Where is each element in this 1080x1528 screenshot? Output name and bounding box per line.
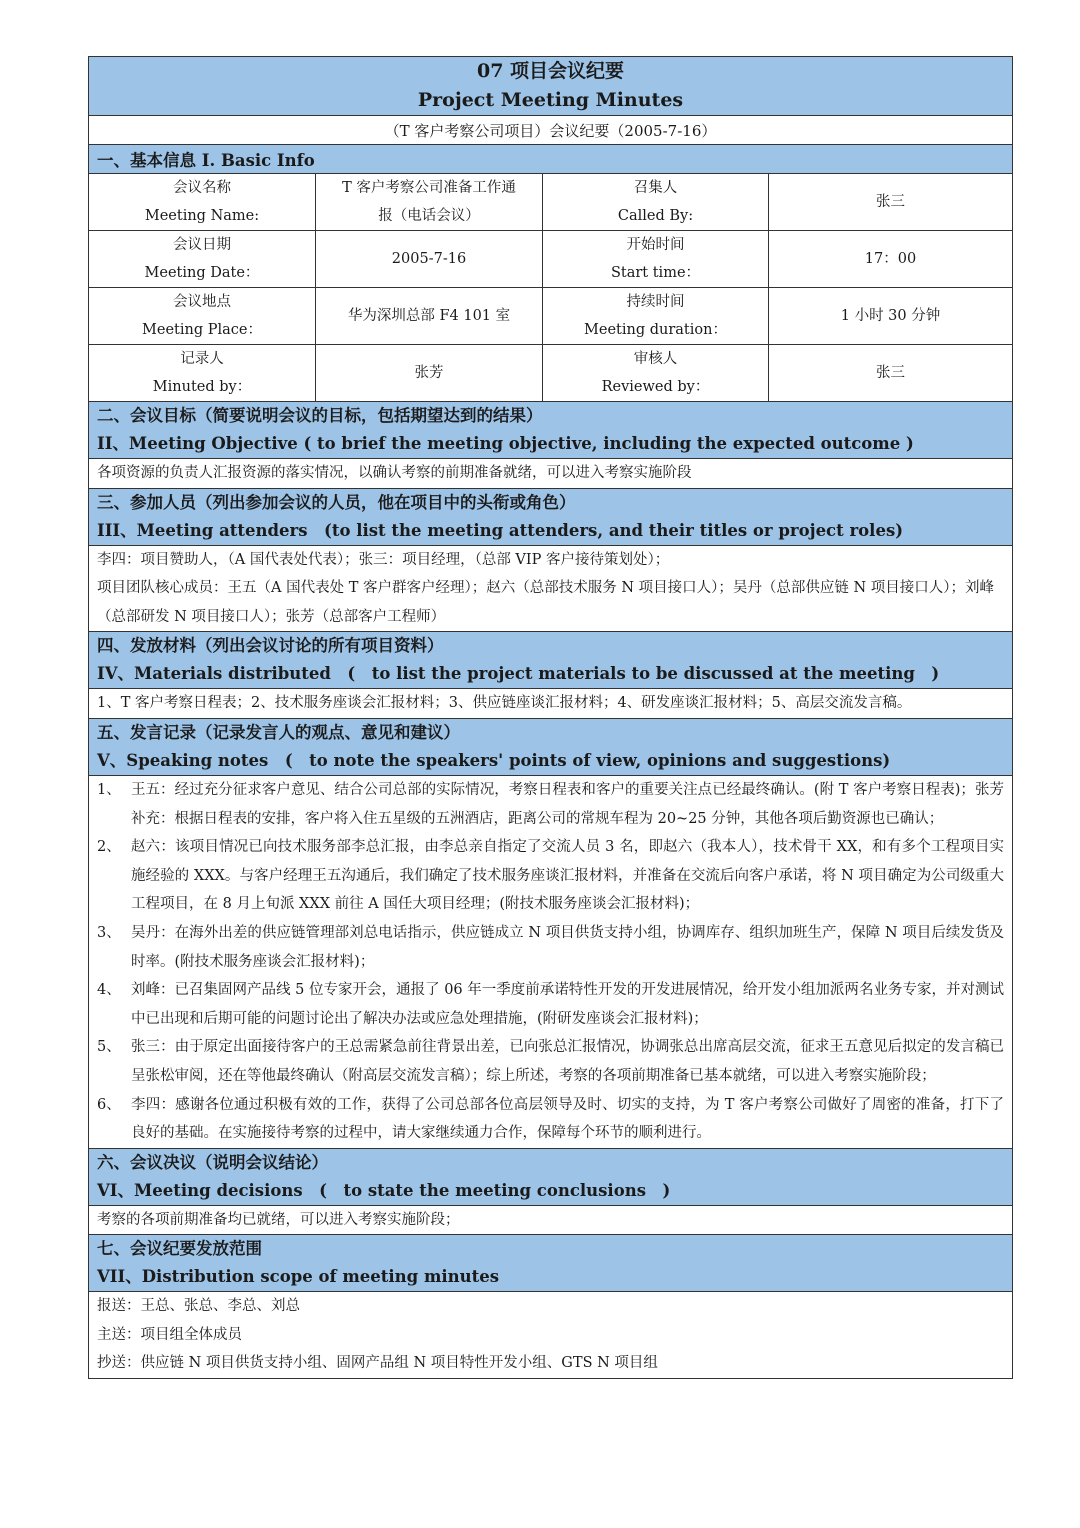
info-row-meeting-date <box>89 231 1013 288</box>
section-heading-zh: 二、会议目标（简要说明会议的目标，包括期望达到的结果） <box>97 406 543 425</box>
info-label: 会议地点 Meeting Place： <box>89 288 316 345</box>
section-heading-zh: 五、发言记录（记录发言人的观点、意见和建议） <box>97 722 460 742</box>
section-1-header: 一、基本信息 I. Basic Info <box>89 145 1013 174</box>
info-label: 记录人 Minuted by： <box>89 345 316 402</box>
called-by-value: 张三 <box>769 174 1013 231</box>
info-label: 开始时间 Start time： <box>543 231 769 288</box>
meeting-place-value: 华为深圳总部 F4 101 室 <box>316 288 543 345</box>
objective-text: 各项资源的负责人汇报资源的落实情况，以确认考察的前期准备就绪，可以进入考察实施阶段 <box>89 459 1013 489</box>
info-label: 会议日期 Meeting Date： <box>89 231 316 288</box>
section-3-header <box>89 488 1013 545</box>
reviewed-by-value: 张三 <box>769 345 1013 402</box>
section-heading-en: II、Meeting Objective ( to brief the meeting objective, including the expected outcome ) <box>97 434 914 453</box>
section-heading-en: III、Meeting attenders (to list the meeting attenders, and their titles or project roles) <box>97 520 904 540</box>
note-item: 3、 吴丹：在海外出差的供应链管理部刘总电话指示，供应链成立 N 项目供货支持小组，协调库存、组织加班生产，保障 N 项目后续发货及时率。(附技术服务座谈会汇报材料)； <box>97 924 1004 970</box>
section-heading-zh: 六、会议决议（说明会议结论） <box>97 1152 328 1172</box>
document-title <box>89 57 1013 116</box>
title-chinese: 07 项目会议纪要 <box>476 60 625 82</box>
section-heading-en: V、Speaking notes ( to note the speakers' points of view, opinions and suggestions) <box>97 750 891 770</box>
section-7-header <box>89 1235 1013 1292</box>
section-heading-en: VII、Distribution scope of meeting minutes <box>97 1267 500 1287</box>
minutes-table <box>88 56 1013 1379</box>
distribution-line: 抄送：供应链 N 项目供货支持小组、固网产品组 N 项目特性开发小组、GTS N 项目组 <box>97 1355 658 1372</box>
meeting-minutes-document <box>88 56 1012 1379</box>
duration-value: 1 小时 30 分钟 <box>769 288 1013 345</box>
section-2-header <box>89 402 1013 459</box>
meeting-name-value: T 客户考察公司准备工作通 报（电话会议） <box>316 174 543 231</box>
distribution-line: 主送：项目组全体成员 <box>97 1326 242 1343</box>
start-time-value: 17：00 <box>769 231 1013 288</box>
note-item: 5、 张三：由于原定出面接待客户的王总需紧急前往背景出差，已向张总汇报情况，协调张总出席高层交流，征求王五意见后拟定的发言稿已呈张松审阅，还在等他最终确认（附高层交流发言稿）；综上所述，考察的各项前期准备已基本就绪，可以进入考察实施阶段； <box>97 1039 1004 1084</box>
minuted-by-value: 张芳 <box>316 345 543 402</box>
materials-text: 1、T 客户考察日程表；2、技术服务座谈会汇报材料；3、供应链座谈汇报材料；4、研发座谈汇报材料；5、高层交流发言稿。 <box>89 689 1013 719</box>
attenders-line: 项目团队核心成员：王五（A 国代表处 T 客户群客户经理）；赵六（总部技术服务 N 项目接口人）；吴丹（总部供应链 N 项目接口人）；刘峰（总部研发 N 项目接口人）；张芳（总部客户工程师） <box>97 580 995 625</box>
info-label: 审核人 Reviewed by： <box>543 345 769 402</box>
note-item: 2、 赵六：该项目情况已向技术服务部李总汇报，由李总亲自指定了交流人员 3 名，即赵六（我本人），技术骨干 XX，和有多个工程项目实施经验的 XXX。与客户经理王五沟通后，我们确定了技术服务座谈汇报材料，并准备在交流后向客户承诺，将 N 项目确定为公司级重大工程项目，在 8 月上旬派 XXX 前往 A 国任大项目经理；(附技术服务座谈会汇报材料)； <box>97 839 1004 913</box>
section-6-header <box>89 1148 1013 1205</box>
info-label: 会议名称 Meeting Name: <box>89 174 316 231</box>
section-heading-zh: 七、会议纪要发放范围 <box>97 1239 262 1259</box>
title-english: Project Meeting Minutes <box>417 89 684 111</box>
note-item: 6、 李四：感谢各位通过积极有效的工作，获得了公司总部各位高层领导及时、切实的支持，为 T 客户考察公司做好了周密的准备，打下了良好的基础。在实施接待考察的过程中，请大家继续通力合作，保障每个环节的顺利进行。 <box>97 1096 1004 1142</box>
note-item: 1、 王五：经过充分征求客户意见、结合公司总部的实际情况，考察日程表和客户的重要关注点已经最终确认。(附 T 客户考察日程表)；张芳补充：根据日程表的安排，客户将入住五星级的五洲酒店，距离公司的常规车程为 20~25 分钟，其他各项后勤资源也已确认； <box>97 781 1004 827</box>
info-label: 召集人 Called By: <box>543 174 769 231</box>
info-row-minuted-by <box>89 345 1013 402</box>
section-heading-zh: 四、发放材料（列出会议讨论的所有项目资料） <box>97 636 444 656</box>
section-heading-en: VI、Meeting decisions ( to state the meeting conclusions ) <box>97 1180 671 1200</box>
distribution-line: 报送：王总、张总、李总、刘总 <box>97 1298 300 1315</box>
note-item: 4、 刘峰：已召集固网产品线 5 位专家开会，通报了 06 年一季度前承诺特性开发的开发进展情况，给开发小组加派两名业务专家，并对测试中已出现和后期可能的问题讨论出了解决办法或应急处理措施，(附研发座谈会汇报材料)； <box>97 982 1004 1027</box>
info-row-meeting-place <box>89 288 1013 345</box>
section-heading-zh: 三、参加人员（列出参加会议的人员，他在项目中的头衔或角色） <box>97 492 576 512</box>
meeting-date-value: 2005-7-16 <box>316 231 543 288</box>
info-row-meeting-name <box>89 174 1013 231</box>
section-5-header <box>89 718 1013 775</box>
distribution-text <box>89 1292 1013 1379</box>
decisions-text: 考察的各项前期准备均已就绪，可以进入考察实施阶段； <box>89 1205 1013 1235</box>
section-heading-en: IV、Materials distributed ( to list the project materials to be discussed at the meeting ) <box>97 664 940 684</box>
info-label: 持续时间 Meeting duration： <box>543 288 769 345</box>
attenders-text <box>89 545 1013 632</box>
attenders-line: 李四：项目赞助人，（A 国代表处代表）；张三：项目经理，（总部 VIP 客户接待策划处）； <box>97 551 670 568</box>
speaking-notes <box>89 775 1013 1148</box>
document-subtitle: （T 客户考察公司项目）会议纪要（2005-7-16） <box>89 116 1013 145</box>
section-4-header <box>89 632 1013 689</box>
